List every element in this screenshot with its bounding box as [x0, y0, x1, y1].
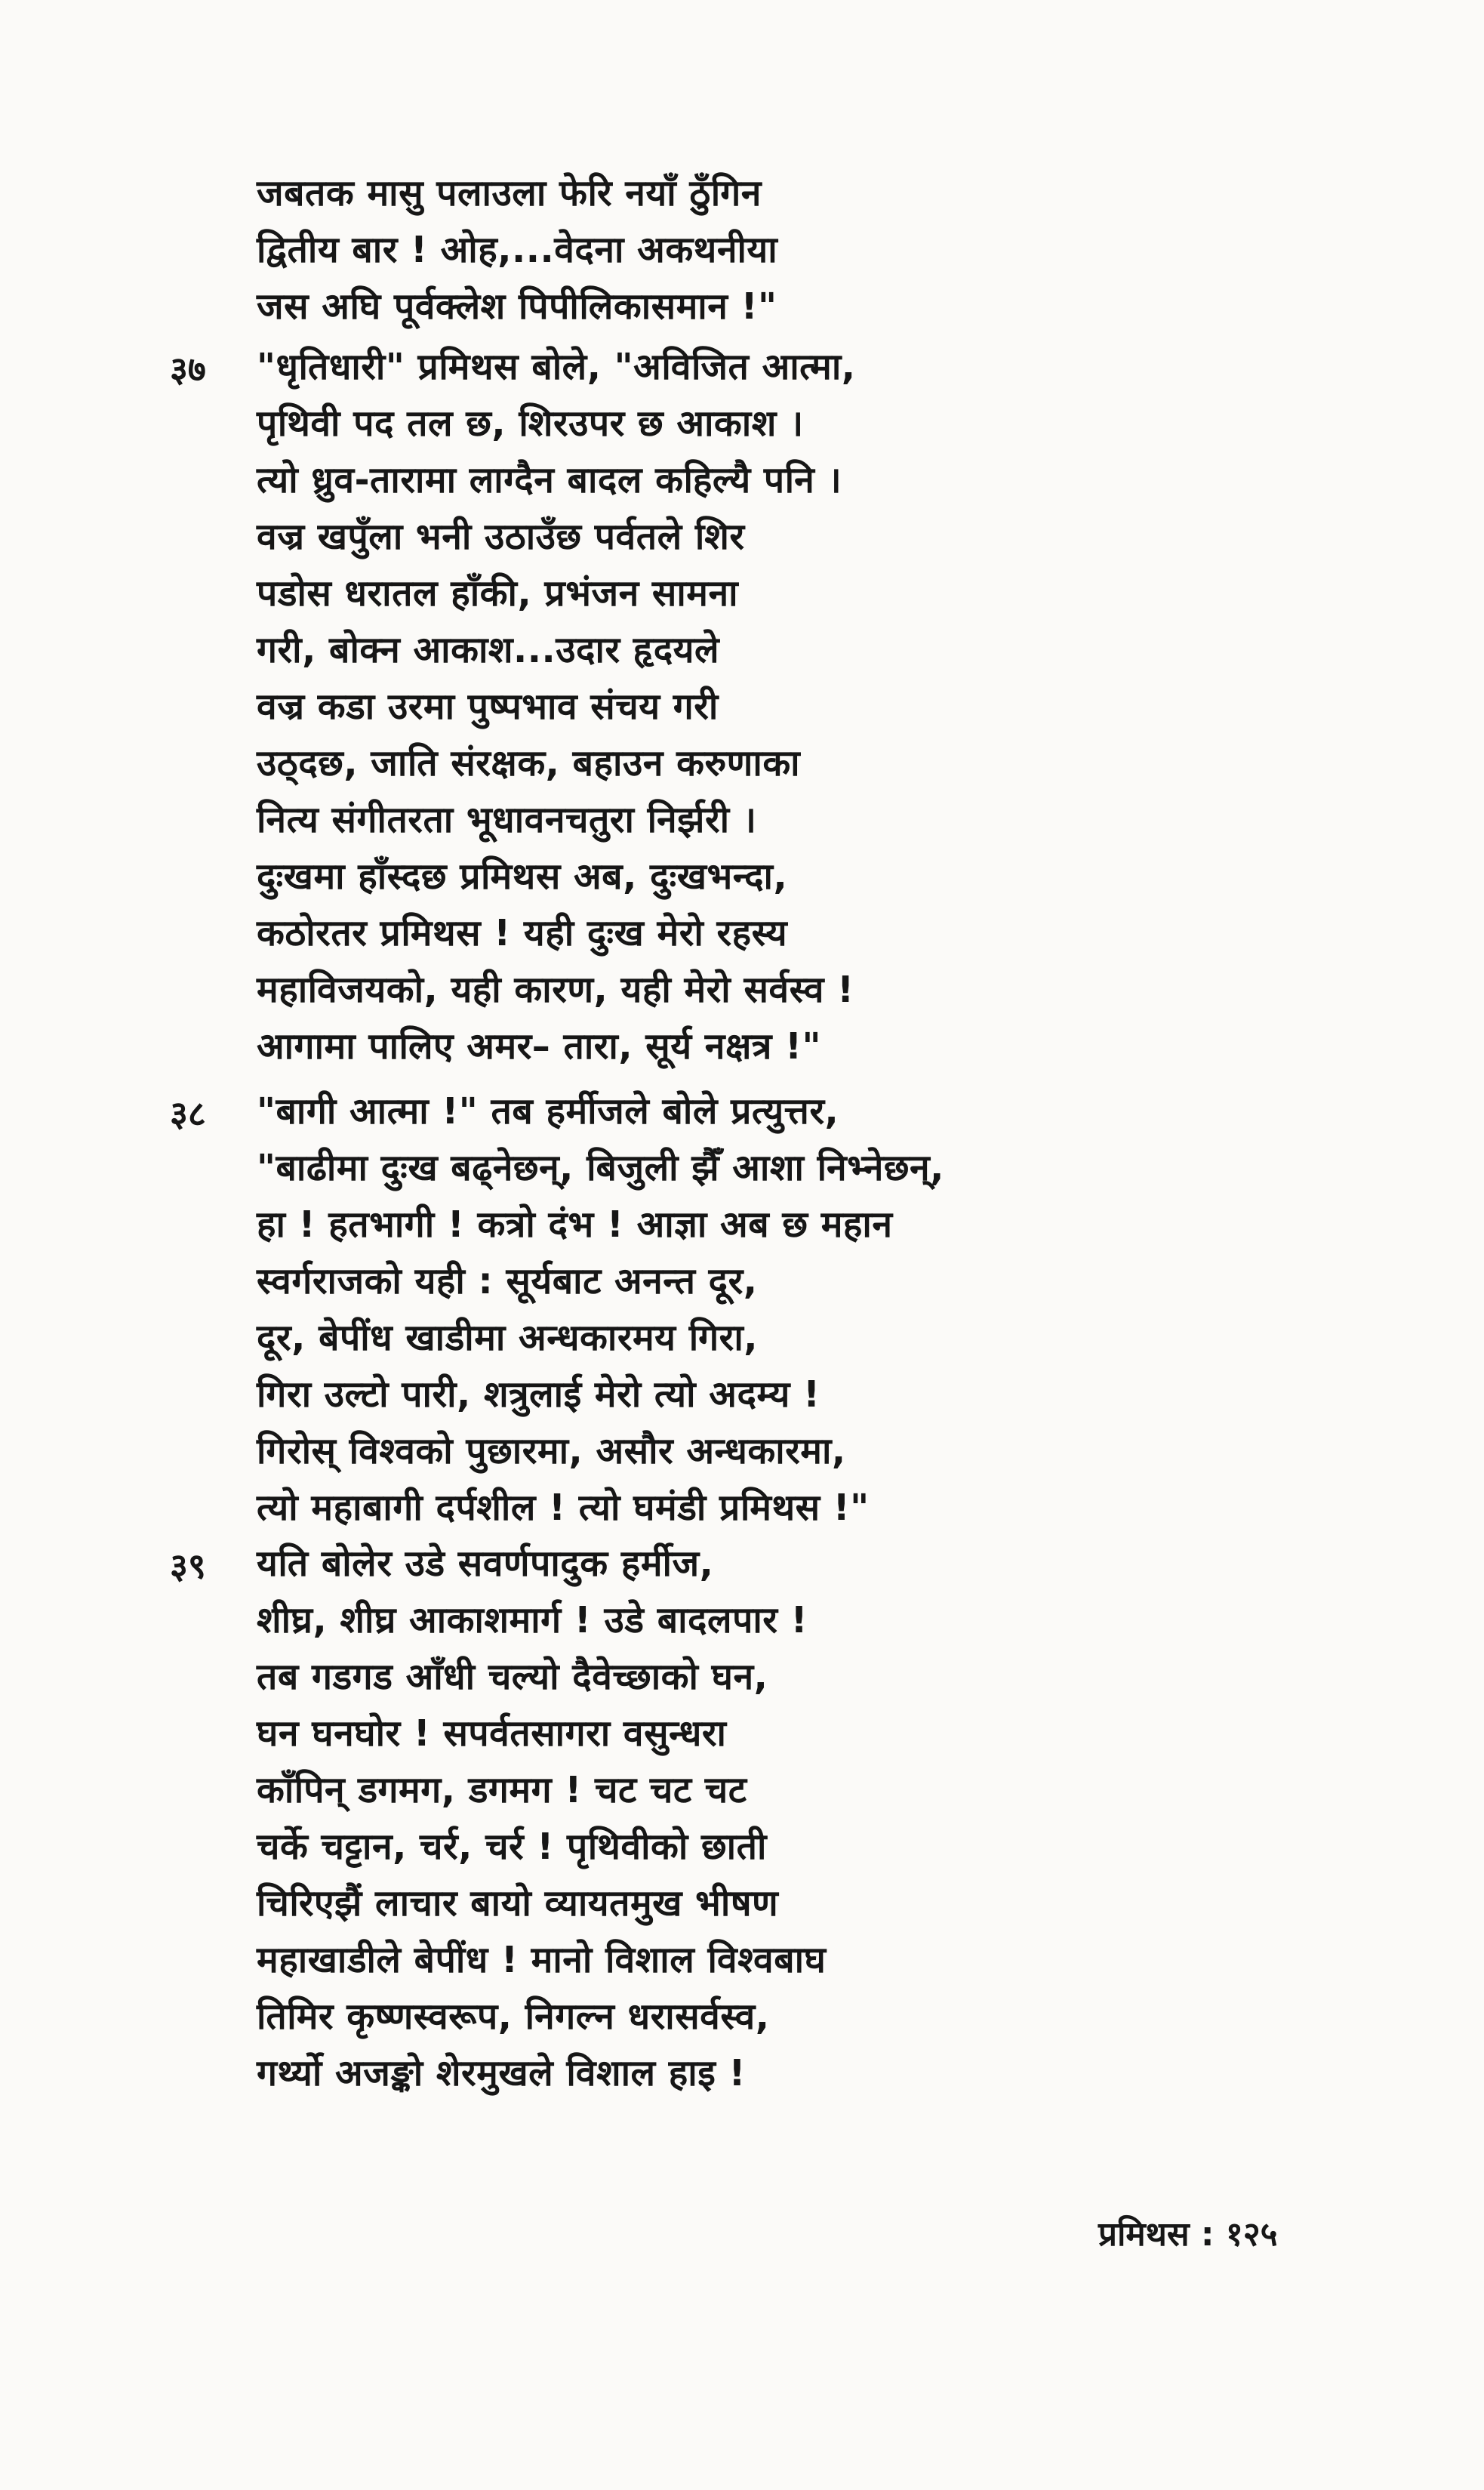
poem-line: गिरा उल्टो पारी, शत्रुलाई मेरो त्यो अदम्य ! — [257, 1373, 821, 1416]
poem-line: नित्य संगीतरता भूधावनचतुरा निर्झरी । — [257, 799, 757, 841]
poem-line: वज्र कडा उरमा पुष्पभाव संचय गरी — [257, 686, 719, 728]
poem-line: महाविजयको, यही कारण, यही मेरो सर्वस्व ! — [257, 969, 854, 1011]
poem-line: द्वितीय बार ! ओह,...वेदना अकथनीया — [257, 229, 778, 271]
poem-line: घन घनघोर ! सपर्वतसागरा वसुन्धरा — [257, 1712, 727, 1755]
poem-line: पृथिवी पद तल छ, शिरउपर छ आकाश । — [257, 402, 804, 445]
poem-line: तब गडगड आँधी चल्यो दैवेच्छाको घन, — [257, 1656, 768, 1698]
poem-line: गर्थ्यो अजङ्को शेरमुखले विशाल हाइ ! — [257, 2052, 746, 2094]
poem-line: हा ! हतभागी ! कत्रो दंभ ! आज्ञा अब छ महान — [257, 1203, 893, 1246]
poem-line: आगामा पालिए अमर– तारा, सूर्य नक्षत्र !" — [257, 1025, 821, 1068]
poem-line: जबतक मासु पलाउला फेरि नयाँ ठुँगिन — [257, 172, 762, 214]
poem-line: जस अघि पूर्वक्लेश पिपीलिकासमान !" — [257, 285, 777, 328]
poem-line: त्यो ध्रुव-तारामा लाग्दैन बादल कहिल्यै पनि । — [257, 459, 842, 501]
stanza-number: ३८ — [170, 1093, 206, 1134]
poem-line: त्यो महाबागी दर्पशील ! त्यो घमंडी प्रमिथस !" — [257, 1487, 870, 1529]
poem-line: पडोस धरातल हाँकी, प्रभंजन सामना — [257, 572, 739, 615]
poem-line: "धृतिधारी" प्रमिथस बोले, "अविजित आत्मा, — [257, 346, 856, 388]
poem-line: यति बोलेर उडे सवर्णपादुक हर्मीज, — [257, 1542, 714, 1585]
poem-line: दूर, बेपींध खाडीमा अन्धकारमय गिरा, — [257, 1317, 758, 1359]
poem-line: गिरोस् विश्वको पुछारमा, असौर अन्धकारमा, — [257, 1430, 846, 1472]
poem-line: कठोरतर प्रमिथस ! यही दुःख मेरो रहस्य — [257, 912, 788, 954]
poem-line: गरी, बोक्न आकाश...उदार हृदयले — [257, 629, 720, 671]
stanza-number: ३९ — [170, 1545, 206, 1586]
poem-line: "बाढीमा दुःख बढ्नेछन्, बिजुली झैँ आशा निभ्नेछन्, — [257, 1147, 944, 1189]
poem-line: स्वर्गराजको यही : सूर्यबाट अनन्त दूर, — [257, 1260, 758, 1302]
poem-line: उठ्दछ, जाति संरक्षक, बहाउन करुणाका — [257, 742, 801, 784]
stanza-number: ३७ — [170, 349, 206, 390]
poem-line: महाखाडीले बेपींध ! मानो विशाल विश्वबाघ — [257, 1939, 827, 1981]
poem-line: शीघ्र, शीघ्र आकाशमार्ग ! उडे बादलपार ! — [257, 1599, 808, 1641]
poem-line: काँपिन् डगमग, डगमग ! चट चट चट — [257, 1769, 747, 1811]
poem-line: वज्र खपुँला भनी उठाउँछ पर्वतले शिर — [257, 516, 745, 558]
poem-line: तिमिर कृष्णस्वरूप, निगल्न धरासर्वस्व, — [257, 1995, 770, 2038]
poem-line: दुःखमा हाँस्दछ प्रमिथस अब, दुःखभन्दा, — [257, 855, 788, 898]
poem-line: "बागी आत्मा !" तब हर्मीजले बोले प्रत्युत्तर, — [257, 1090, 839, 1133]
poem-line: चिरिएझैं लाचार बायो व्यायतमुख भीषण — [257, 1882, 779, 1925]
running-footer: प्रमिथस : १२५ — [1098, 2215, 1278, 2254]
poem-line: चर्के चट्टान, चर्र, चर्र ! पृथिवीको छाती — [257, 1826, 767, 1868]
